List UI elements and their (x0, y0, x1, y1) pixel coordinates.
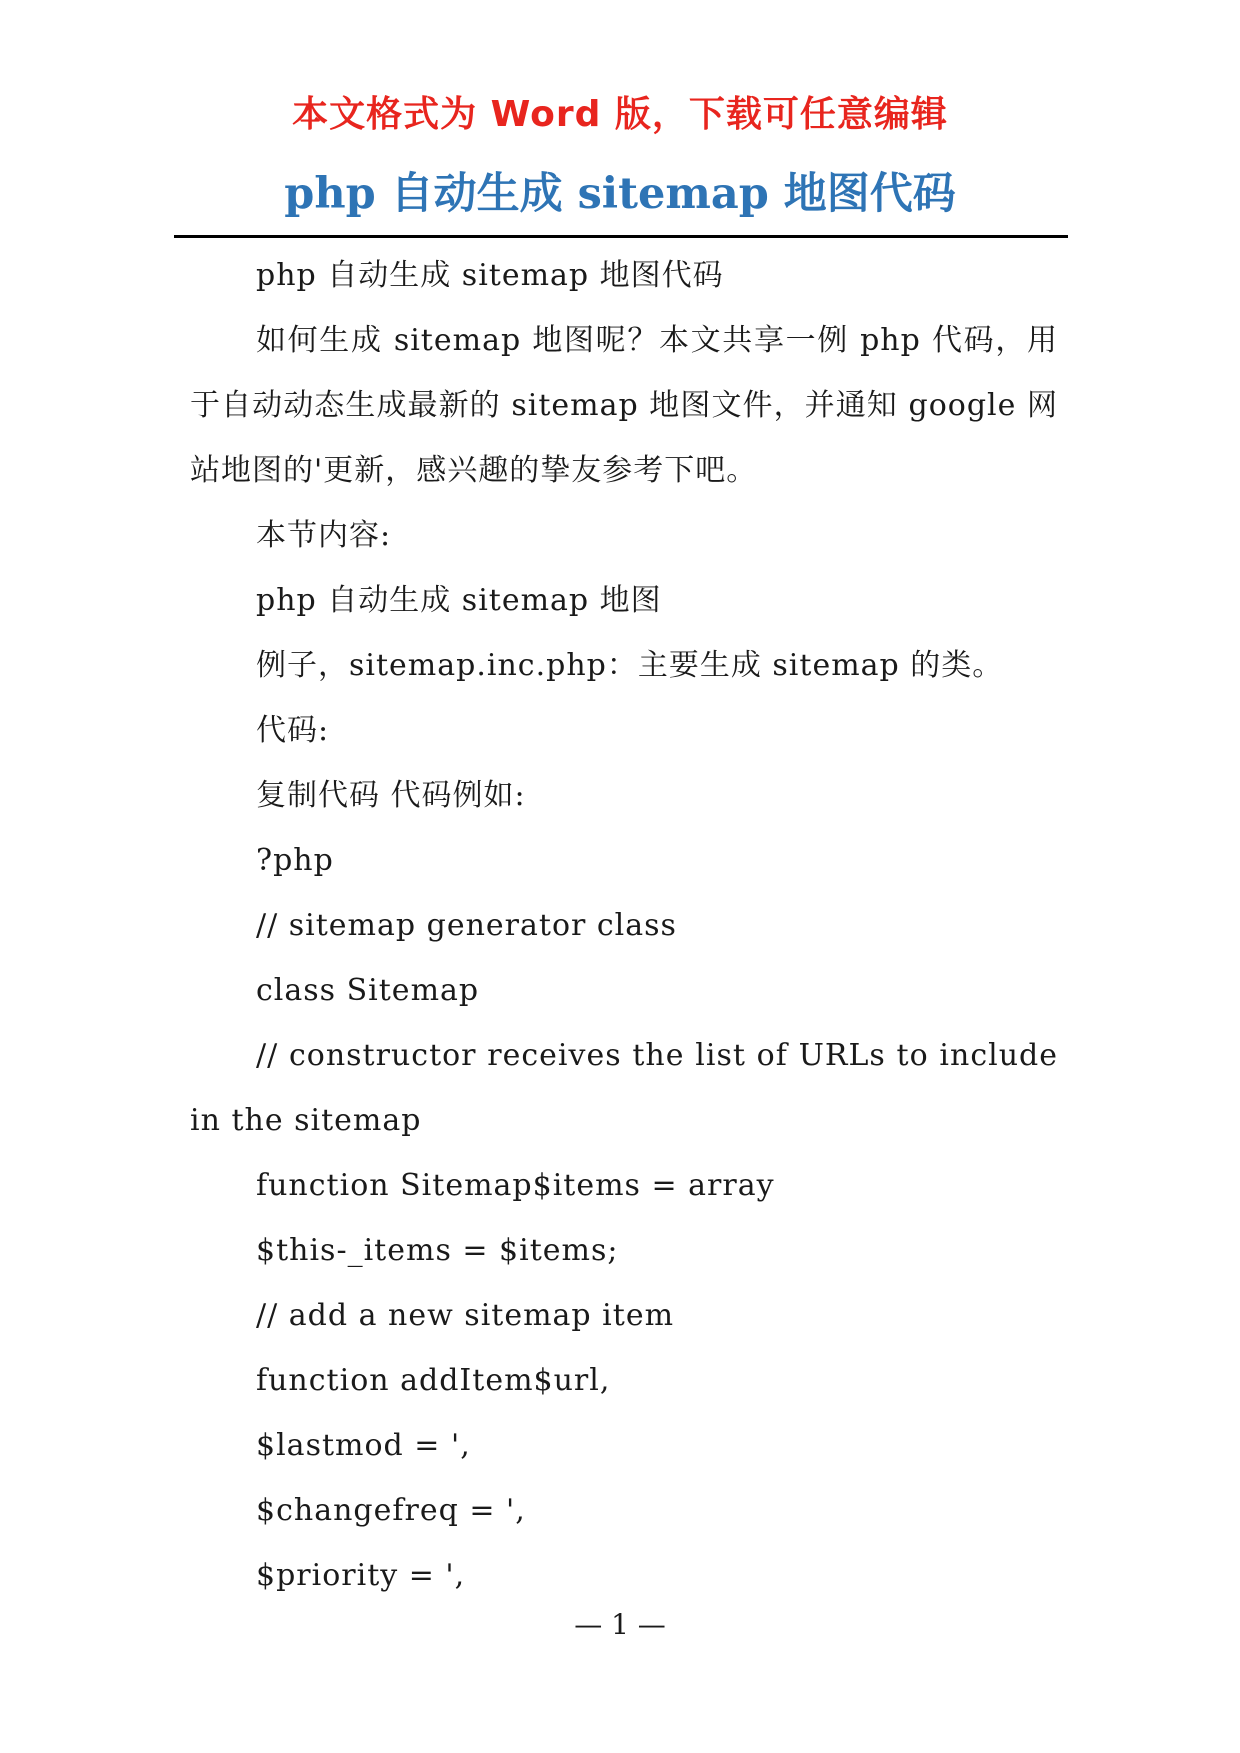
paragraph: php 自动生成 sitemap 地图代码 (256, 258, 724, 293)
title-divider (174, 235, 1068, 238)
format-notice: 本文格式为 Word 版，下载可任意编辑 (292, 94, 948, 135)
code-line: $lastmod = ', (256, 1428, 471, 1463)
code-line: $changefreq = ', (256, 1493, 526, 1528)
code-line: $priority = ', (256, 1558, 466, 1593)
document-title: php 自动生成 sitemap 地图代码 (284, 169, 956, 219)
code-line: // sitemap generator class (256, 908, 677, 943)
paragraph: 代码: (256, 713, 330, 748)
paragraph: 如何生成 sitemap 地图呢？本文共享一例 php 代码，用于自动动态生成最新的 sitemap 地图文件，并通知 google 网站地图的'更新，感兴趣的挚友参考下吧。 (190, 323, 1058, 488)
code-line: class Sitemap (256, 973, 480, 1008)
page-number: — 1 — (574, 1608, 666, 1641)
code-line: // add a new sitemap item (256, 1298, 675, 1333)
code-line: ?php (256, 843, 334, 878)
paragraph: php 自动生成 sitemap 地图 (256, 583, 662, 618)
code-line: function addItem$url, (256, 1363, 611, 1398)
code-line: $this-_items = $items; (256, 1233, 619, 1268)
paragraph: 复制代码 代码例如: (256, 778, 526, 813)
paragraph: 例子，sitemap.inc.php：主要生成 sitemap 的类。 (256, 648, 1004, 683)
code-line: function Sitemap$items = array (256, 1168, 775, 1203)
document-body (190, 243, 1058, 1608)
code-line: // constructor receives the list of URLs to include in the sitemap (190, 1038, 1058, 1138)
paragraph: 本节内容: (256, 518, 392, 553)
